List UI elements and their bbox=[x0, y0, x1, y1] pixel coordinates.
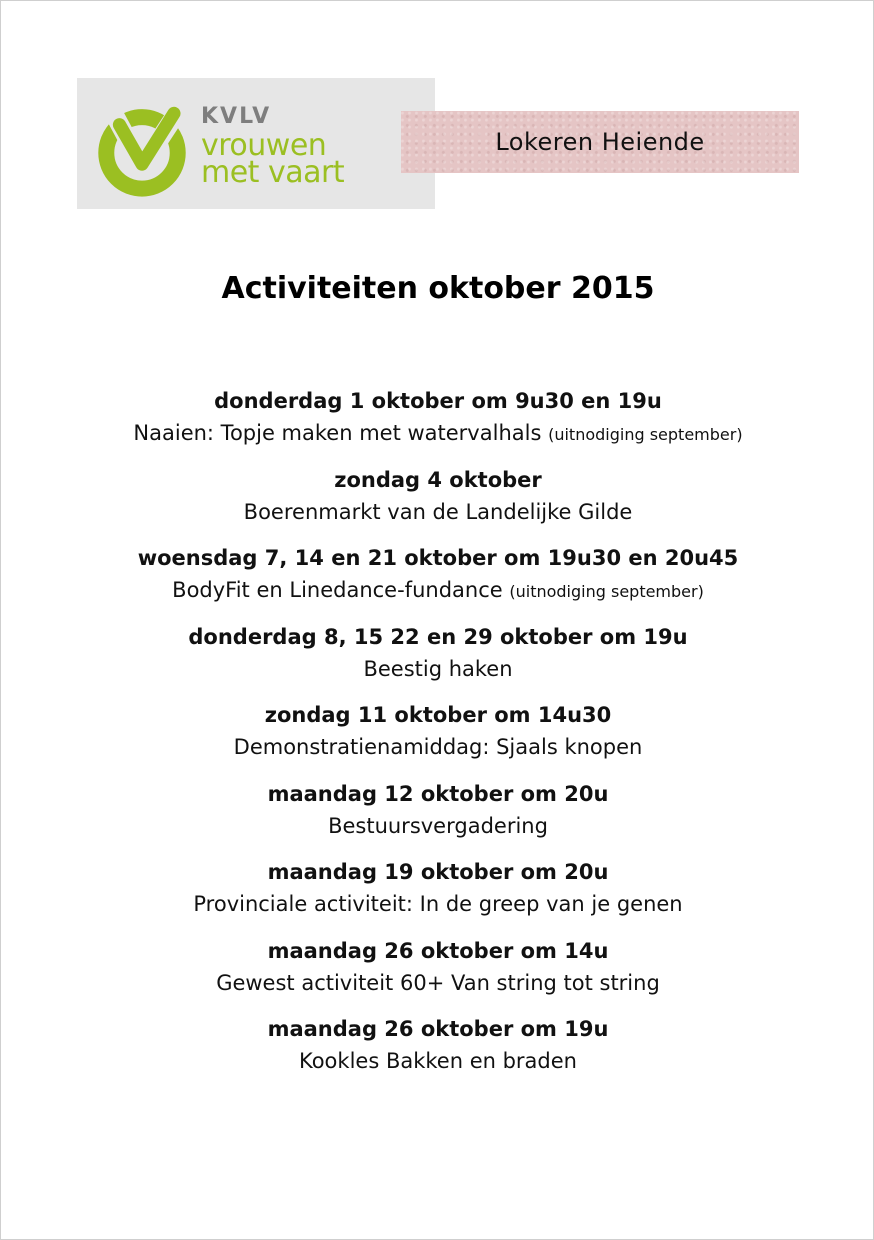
event-item bbox=[1, 936, 874, 1015]
event-datetime: maandag 19 oktober om 20u bbox=[267, 860, 609, 884]
event-list bbox=[1, 386, 874, 1093]
event-title: Bestuursvergadering bbox=[328, 813, 548, 838]
event-description bbox=[1, 1044, 874, 1078]
event-datetime: maandag 26 oktober om 19u bbox=[267, 1017, 609, 1041]
event-item bbox=[1, 1014, 874, 1093]
logo-line-1: vrouwen bbox=[201, 128, 327, 163]
event-item bbox=[1, 465, 874, 544]
event-item bbox=[1, 700, 874, 779]
event-item bbox=[1, 622, 874, 701]
event-description bbox=[1, 652, 874, 686]
event-description bbox=[1, 573, 874, 609]
event-title: Kookles Bakken en braden bbox=[298, 1049, 577, 1073]
logo-line-2: met vaart bbox=[201, 155, 345, 190]
event-title: Naaien: Topje maken met watervalhals bbox=[133, 421, 542, 445]
kvlv-logo bbox=[77, 78, 435, 209]
event-item bbox=[1, 386, 874, 465]
event-note: (uitnodiging september) bbox=[548, 425, 743, 444]
page-title: Activiteiten oktober 2015 bbox=[221, 271, 655, 306]
event-datetime: woensdag 7, 14 en 21 oktober om 19u30 en 20u45 bbox=[137, 546, 739, 570]
event-title: Gewest activiteit 60+ Van string tot string bbox=[216, 970, 660, 995]
event-description bbox=[1, 966, 874, 1000]
logo-brand: KVLV bbox=[201, 104, 272, 129]
event-title: Demonstratienamiddag: Sjaals knopen bbox=[233, 735, 643, 759]
event-description bbox=[1, 730, 874, 764]
event-description bbox=[1, 887, 874, 921]
event-description bbox=[1, 416, 874, 452]
event-datetime: maandag 26 oktober om 14u bbox=[267, 938, 609, 963]
logo-wordmark bbox=[201, 104, 345, 190]
event-title: Beestig haken bbox=[363, 656, 513, 681]
branch-name: Lokeren Heiende bbox=[495, 128, 705, 156]
event-item bbox=[1, 779, 874, 858]
event-title: Provinciale activiteit: In de greep van je genen bbox=[193, 892, 683, 916]
event-description bbox=[1, 809, 874, 843]
event-title: BodyFit en Linedance-fundance bbox=[172, 578, 503, 602]
event-title: Boerenmarkt van de Landelijke Gilde bbox=[243, 499, 633, 524]
event-datetime: maandag 12 oktober om 20u bbox=[267, 781, 609, 806]
branch-banner bbox=[401, 111, 799, 173]
event-note: (uitnodiging september) bbox=[509, 582, 704, 601]
event-item bbox=[1, 543, 874, 622]
event-item bbox=[1, 857, 874, 936]
event-datetime: zondag 11 oktober om 14u30 bbox=[264, 703, 612, 727]
event-datetime: donderdag 8, 15 22 en 29 oktober om 19u bbox=[188, 624, 688, 649]
kvlv-v-emblem-icon bbox=[95, 104, 189, 198]
event-description bbox=[1, 495, 874, 529]
event-datetime: donderdag 1 oktober om 9u30 en 19u bbox=[214, 389, 662, 413]
event-datetime: zondag 4 oktober bbox=[334, 467, 542, 492]
